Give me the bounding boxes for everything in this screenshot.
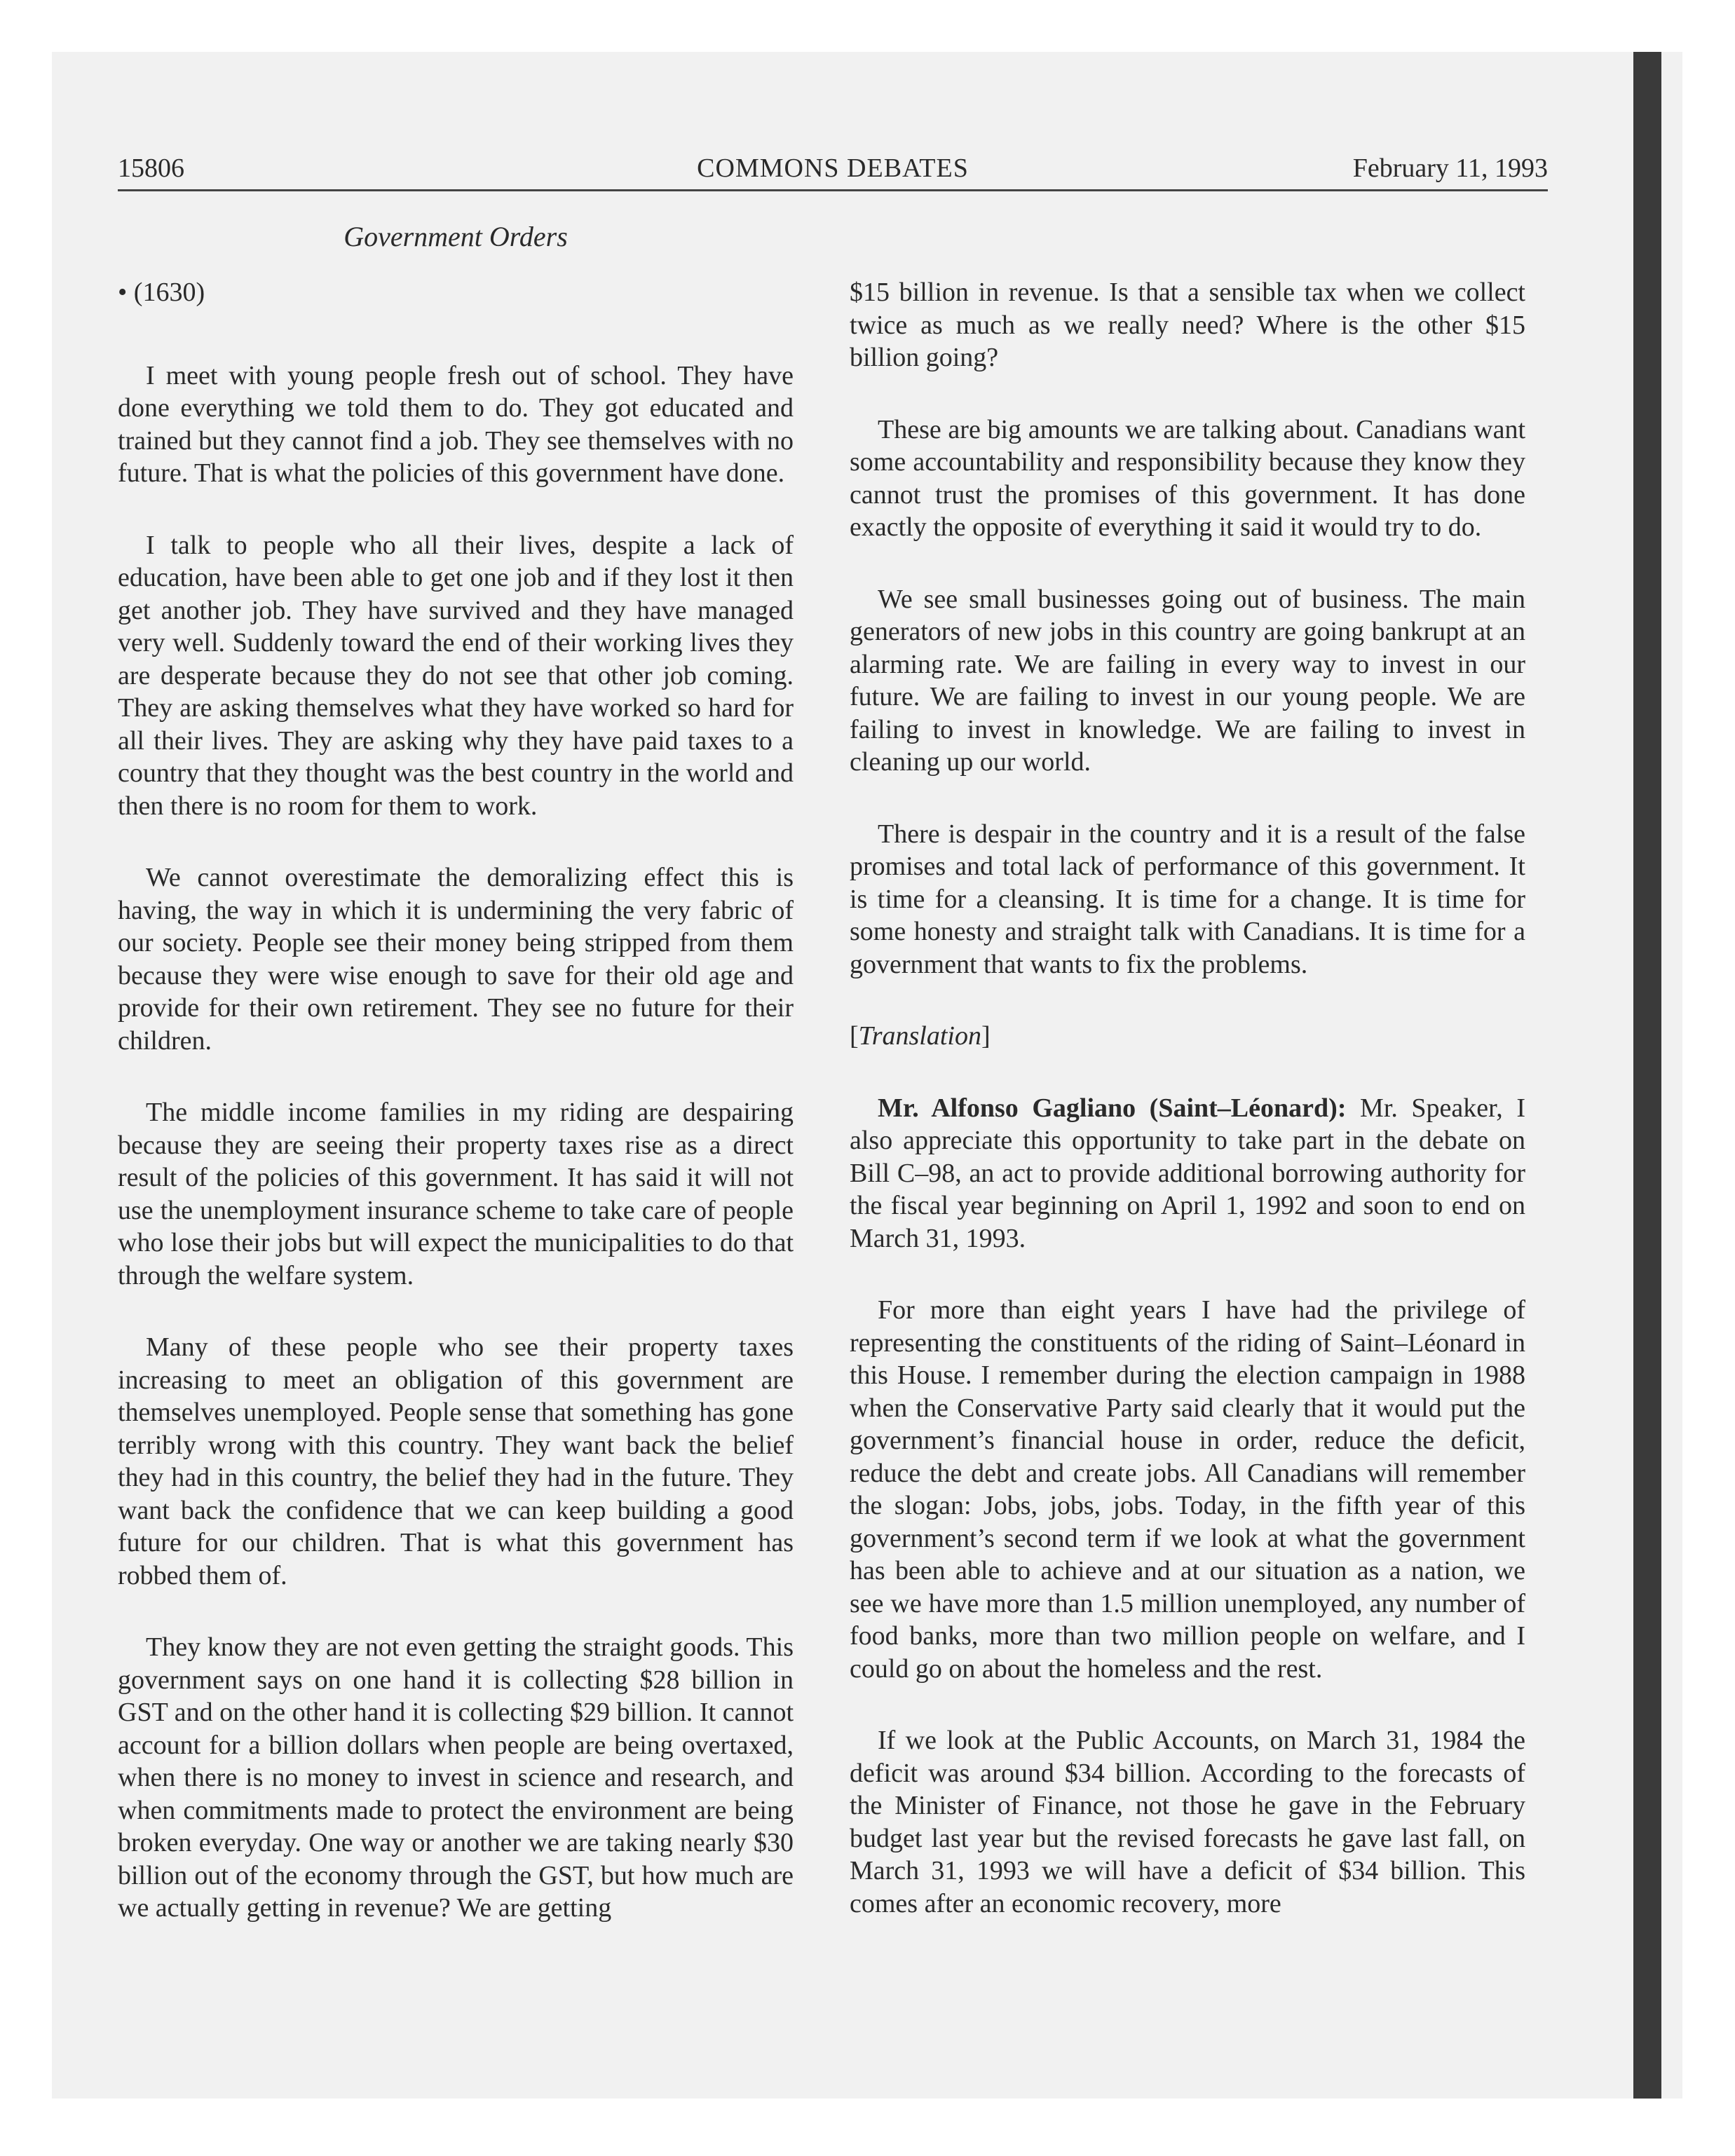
paragraph: We cannot overestimate the demoralizing effect this is having, the way in which it is undermining the very fabric of our society. People see their money being stripped from them because they were wise enough to save for their old age and provide for their own retirement. They see no future for their children. (118, 863, 794, 1056)
translation-tag: [Translation] (850, 1021, 991, 1051)
paragraph: The middle income families in my riding are despairing because they are seeing their property taxes rise as a direct result of the policies of this government. It has said it will not use the unemployment insurance scheme to take care of people who lose their jobs but will expect the municipalities to do that through the welfare system. (118, 1098, 794, 1290)
speaker-text: Mr. Speaker, I also appreciate this opportunity to take part in the debate on Bill C–98, an act to provide additional borrowing authority for the fiscal year beginning on April 1, 1992 and soon to end on March 31, 1993. (850, 1093, 1525, 1253)
time-stamp: • (1630) (118, 278, 205, 307)
paragraph: For more than eight years I have had the privilege of representing the constituents of the riding of Saint–Léonard in this House. I remember during the election campaign in 1988 when the Conservative Party said clearly that it would put the government’s financial house in order, reduce the deficit, reduce the debt and create jobs. All Canadians will remember the slogan: Jobs, jobs, jobs. Today, in the fifth year of this government’s second term if we look at what the government has been able to achieve and at our situation as a nation, we see we have more than 1.5 million unemployed, any number of food banks, more than two million people on welfare, and I could go on about the homeless and the rest. (850, 1295, 1525, 1684)
paragraph: They know they are not even getting the straight goods. This government says on one hand it is collecting $28 billion in GST and on the other hand it is collecting $29 billion. It cannot account for a billion dollars when people are being overtaxed, when there is no money to invest in science and research, and when commitments made to protect the environment are being broken everyday. One way or another we are taking nearly $30 billion out of the economy through the GST, but how much are we actually getting in revenue? We are getting (118, 1632, 794, 1923)
speaker-paragraph (850, 1092, 1525, 1255)
section-title: Government Orders (343, 221, 568, 252)
paragraph: There is despair in the country and it is a result of the false promises and total lack of performance of this government. It is time for a cleansing. It is time for a change. It is time for some honesty and straight talk with Canadians. It is time for a government that wants to fix the problems. (850, 819, 1525, 979)
page-header (118, 147, 1548, 189)
paragraph: I meet with young people fresh out of school. They have done everything we told them to do. They got educated and trained but they cannot find a job. They see themselves with no future. That is what the policies of this government have done. (118, 360, 794, 488)
paragraph: If we look at the Public Accounts, on March 31, 1984 the deficit was around $34 billion. According to the forecasts of the Minister of Finance, not those he gave in the February budget last year but the revised forecasts he gave last fall, on March 31, 1993 we will have a deficit of $34 billion. This comes after an economic recovery, more (850, 1726, 1525, 1918)
paragraph: Many of these people who see their property taxes increasing to meet an obligation of this government are themselves unemployed. People sense that something has gone terribly wrong with this country. They want back the belief they had in this country, the belief they had in the future. They want back the confidence that we can keep building a good future for our children. That is what this government has robbed them of. (118, 1332, 794, 1590)
issue-date: February 11, 1993 (1352, 153, 1548, 183)
paragraph: I talk to people who all their lives, despite a lack of education, have been able to get one job and if they lost it then get another job. They have survived and they have managed very well. Suddenly toward the end of their working lives they are desperate because they do not see that other job coming. They are asking themselves what they have worked so hard for all their lives. They are asking why they have paid taxes to a country that they thought was the best country in the world and then there is no room for them to work. (118, 530, 794, 821)
speaker-name: Mr. Alfonso Gagliano (Saint–Léonard): (878, 1093, 1347, 1123)
page-number: 15806 (118, 153, 184, 183)
translation-label: Translation (858, 1021, 981, 1051)
paragraph: We see small businesses going out of business. The main generators of new jobs in this country are going bankrupt at an alarming rate. We are failing in every way to invest in our future. We are failing to invest in our young people. We are failing to invest in knowledge. We are failing to invest in cleaning up our world. (850, 584, 1525, 777)
journal-title: COMMONS DEBATES (697, 153, 969, 183)
continued-paragraph: $15 billion in revenue. Is that a sensible tax when we collect twice as much as we really need? Where is the other $15 billion going? (850, 278, 1525, 372)
scan-edge-shadow (1633, 52, 1661, 2099)
left-column (118, 276, 794, 1964)
right-column (850, 276, 1525, 1959)
paragraph: These are big amounts we are talking about. Canadians want some accountability and responsibility because they know they cannot trust the promises of this government. It has done exactly the opposite of everything it said it would try to do. (850, 414, 1525, 542)
header-rule (118, 189, 1548, 191)
